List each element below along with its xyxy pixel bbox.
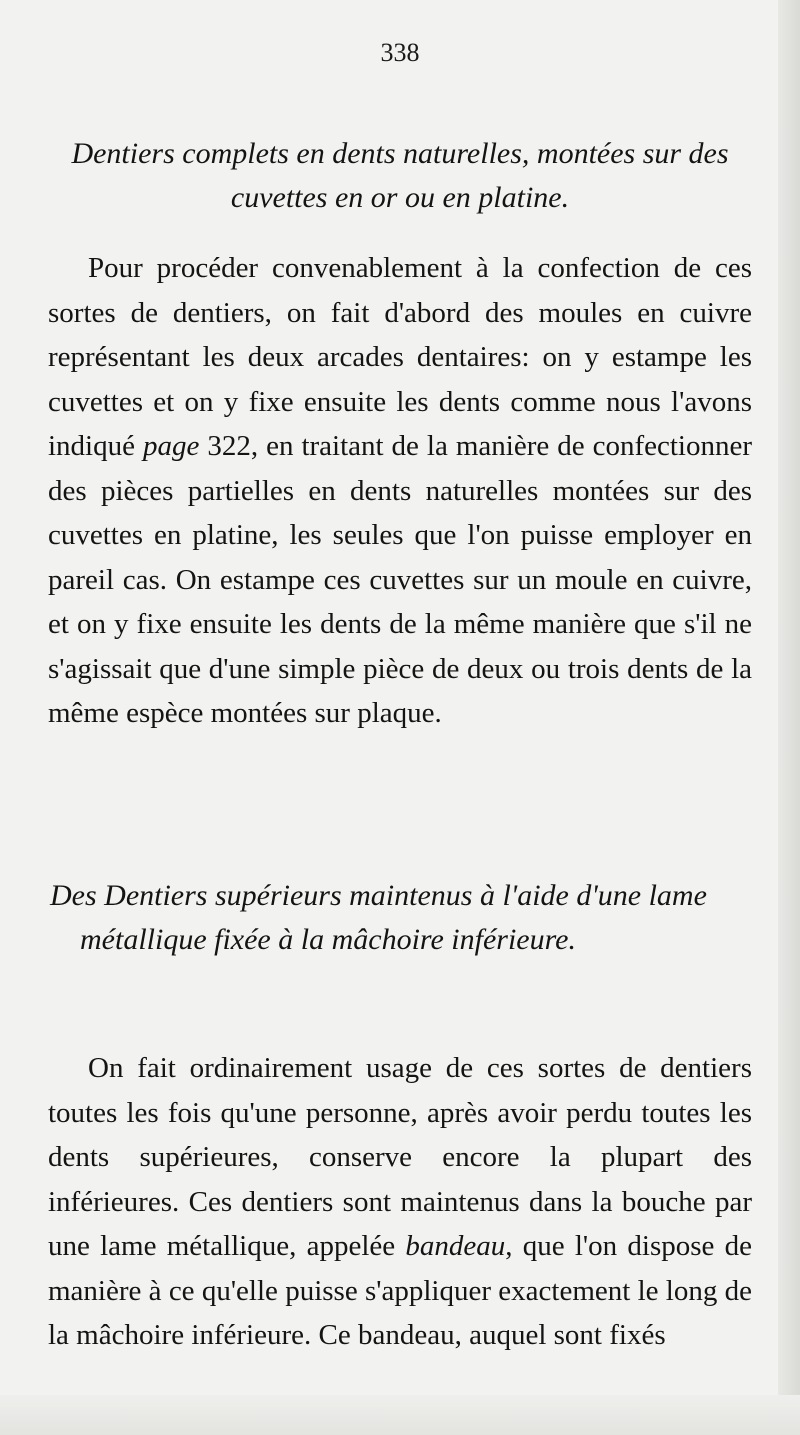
paragraph-text-continued: , que l'on dispose de manière à ce qu'elle puisse s'appliquer exactement le long de la mâchoire inférieure. Ce bandeau, auquel sont fixés <box>48 1230 752 1351</box>
page-number: 338 <box>380 38 420 67</box>
paragraph-complete-dentures <box>48 246 752 736</box>
page-reference-label: page <box>142 430 200 462</box>
term-bandeau: bandeau <box>405 1230 506 1262</box>
page-edge-shadow <box>778 0 800 1435</box>
paragraph-upper-dentures <box>48 1046 752 1358</box>
paragraph-text: Pour procéder convenablement à la confection de ces sortes de dentiers, on fait d'abord des moules en cuivre représentant les deux arcades dentaires: on y estampe les cuvettes et on y fixe ensuite les dents comme nous l'avons indiqué <box>48 252 752 462</box>
section-heading-complete-dentures: Dentiers complets en dents naturelles, montées sur des cuvettes en or ou en platine. <box>71 137 729 214</box>
page-bottom-shadow <box>0 1395 800 1435</box>
paragraph-text: On fait ordinairement usage de ces sortes de dentiers toutes les fois qu'une personne, après avoir perdu toutes les dents supérieures, conserve encore la plupart des inférieures. Ces dentiers sont maintenus dans la bouche par une lame métallique, appelée <box>48 1052 752 1262</box>
paragraph-text-continued: 322, en traitant de la manière de confectionner des pièces partielles en dents naturelles montées sur des cuvettes en platine, les seules que l'on puisse employer en pareil cas. On estampe ces cuvettes sur un moule en cuivre, et on y fixe ensuite les dents de la même manière que s'il ne s'agissait que d'une simple pièce de deux ou trois dents de la même espèce montées sur plaque. <box>48 430 752 729</box>
section-heading-upper-dentures: Des Dentiers supérieurs maintenus à l'aide d'une lame métallique fixée à la mâchoire inférieure. <box>50 879 707 956</box>
